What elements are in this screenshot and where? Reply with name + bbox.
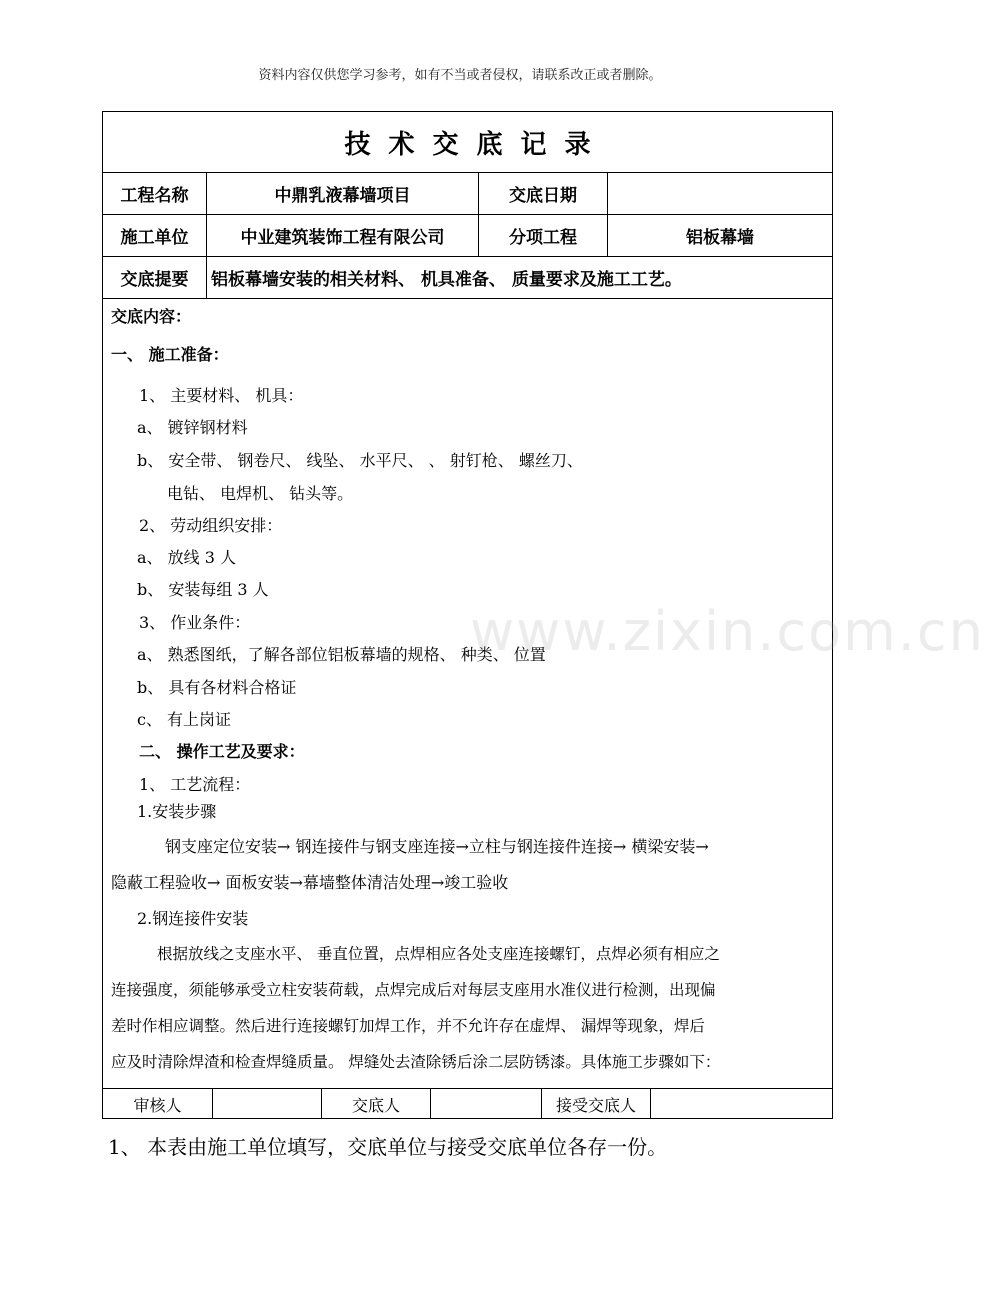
project-name-label: 工程名称 <box>120 186 189 206</box>
content-line: b、 安装每组 3 人 <box>137 580 269 599</box>
content-line: 根据放线之支座水平、 垂直位置，点焊相应各处支座连接螺钉，点焊必须有相应之 <box>157 945 720 963</box>
content-line: 连接强度，须能够承受立柱安装荷载，点焊完成后对每层支座用水准仪进行检测，出现偏 <box>111 981 716 999</box>
content-line: 应及时清除焊渣和检查焊缝质量。 焊缝处去渣除锈后涂二层防锈漆。具体施工步骤如下： <box>111 1053 721 1071</box>
unit-label: 施工单位 <box>120 228 189 248</box>
content-line: a、 放线 3 人 <box>137 548 236 567</box>
date-label: 交底日期 <box>509 186 577 206</box>
content-line: 差时作相应调整。然后进行连接螺钉加焊工作，并不允许存在虚焊、 漏焊等现象，焊后 <box>111 1017 705 1035</box>
content-line: 1、 工艺流程： <box>139 775 251 794</box>
section-heading: 一、 施工准备： <box>111 345 229 364</box>
content-line: a、 熟悉图纸，了解各部位铝板幕墙的规格、 种类、 位置 <box>137 645 546 664</box>
form-title: 技术交底记录 <box>344 130 609 160</box>
content-line: 2.钢连接件安装 <box>137 909 249 928</box>
subitem-label: 分项工程 <box>509 228 577 248</box>
content-line: 隐蔽工程验收→ 面板安装→幕墙整体清洁处理→竣工验收 <box>111 873 509 892</box>
content-line: a、 镀锌钢材料 <box>137 418 248 437</box>
receiver-field[interactable] <box>651 1089 832 1119</box>
content-line: 钢支座定位安装→ 钢连接件与钢支座连接→立柱与钢连接件连接→ 横梁安装→ <box>165 837 709 856</box>
watermark: www.zixin.com.cn <box>470 600 985 663</box>
date-value <box>608 173 832 214</box>
header-disclaimer: 资料内容仅供您学习参考，如有不当或者侵权，请联系改正或者删除。 <box>258 68 662 83</box>
content-line: b、 具有各材料合格证 <box>137 678 297 697</box>
grid-line <box>103 298 832 299</box>
receiver-label: 接受交底人 <box>555 1095 636 1115</box>
content-heading: 交底内容： <box>111 307 192 326</box>
subitem-value: 铝板幕墙 <box>686 228 754 248</box>
project-name-value: 中鼎乳液幕墙项目 <box>274 186 411 206</box>
summary-value: 铝板幕墙安装的相关材料、 机具准备、 质量要求及施工工艺。 <box>211 270 682 290</box>
reviewer-label: 审核人 <box>133 1095 182 1115</box>
discloser-label: 交底人 <box>351 1095 400 1115</box>
section-heading: 二、 操作工艺及要求： <box>139 742 305 761</box>
content-line: 1.安装步骤 <box>137 802 217 821</box>
discloser-field[interactable] <box>431 1089 541 1119</box>
content-line: 1、 主要材料、 机具： <box>139 386 304 405</box>
unit-value: 中业建筑装饰工程有限公司 <box>240 228 445 248</box>
disclosure-form <box>102 111 833 1119</box>
content-line: 3、 作业条件： <box>139 613 251 632</box>
footnote: 1、 本表由施工单位填写，交底单位与接受交底单位各存一份。 <box>108 1135 668 1159</box>
reviewer-field[interactable] <box>213 1089 321 1119</box>
content-line: 电钻、 电焊机、 钻头等。 <box>167 484 354 503</box>
content-line: c、 有上岗证 <box>137 710 232 729</box>
summary-label: 交底提要 <box>120 270 189 290</box>
content-line: 2、 劳动组织安排： <box>139 516 283 535</box>
content-line: b、 安全带、 钢卷尺、 线坠、 水平尺、 、 射钉枪、 螺丝刀、 <box>137 451 583 470</box>
